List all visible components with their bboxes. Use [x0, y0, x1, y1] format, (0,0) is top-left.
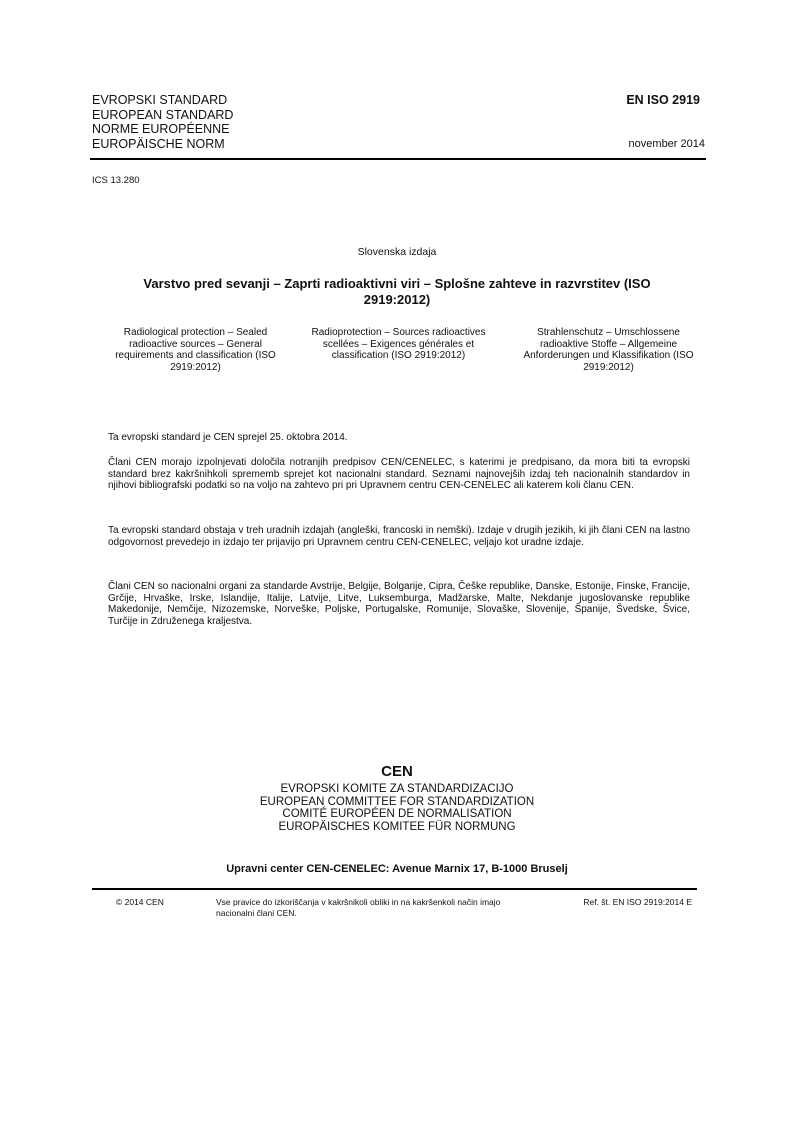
title-english: Radiological protection – Sealed radioactive sources – General requirements and classification (ISO 2919:2012): [115, 327, 276, 373]
standard-type-en: EUROPEAN STANDARD: [92, 107, 234, 122]
edition-label: Slovenska izdaja: [357, 246, 437, 258]
title-french: Radioprotection – Sources radioactives scellées – Exigences générales et classification (ISO 2919:2012): [311, 327, 486, 361]
header-rule: [90, 158, 706, 160]
cen-name-sl: EVROPSKI KOMITE ZA STANDARDIZACIJO: [280, 783, 514, 795]
cen-address: Upravni center CEN-CENELEC: Avenue Marnix 17, B-1000 Bruselj: [226, 863, 568, 875]
title-german: Strahlenschutz – Umschlossene radioaktive Stoffe – Allgemeine Anforderungen und Klassifikation (ISO 2919:2012): [523, 327, 694, 373]
publication-date: november 2014: [628, 138, 705, 150]
ics-code: ICS 13.280: [92, 175, 140, 186]
cen-committee-names: [0, 783, 794, 833]
reference-number: Ref. št. EN ISO 2919:2014 E: [583, 897, 692, 907]
standard-type-block: [92, 93, 233, 151]
official-versions-paragraph: Ta evropski standard obstaja v treh uradnih izdajah (angleški, francoski in nemški). Izdaje v drugih jezikih, ki jih člani CEN na lastno odgovornost prevedejo in izdajo ter prijavijo pri Upravnem centru CEN-CENELEC, veljajo kot uradne izdaje.: [108, 525, 690, 548]
standard-type-fr: NORME EUROPÉENNE: [92, 122, 230, 136]
footer-rule: [92, 888, 697, 890]
document-title: Varstvo pred sevanji – Zaprti radioaktivni viri – Splošne zahteve in razvrstitev (ISO 2919:2012): [143, 276, 651, 307]
standard-type-de: EUROPÄISCHE NORM: [92, 136, 225, 151]
cen-name-de: EUROPÄISCHES KOMITEE FÜR NORMUNG: [278, 820, 516, 833]
standard-type-sl: EVROPSKI STANDARD: [92, 93, 228, 107]
cen-name-en: EUROPEAN COMMITTEE FOR STANDARDIZATION: [259, 795, 535, 808]
copyright: © 2014 CEN: [116, 897, 164, 907]
rights-notice: Vse pravice do izkoriščanja v kakršnikoli obliki in na kakršenkoli način imajo nacionalni člani CEN.: [216, 897, 501, 918]
cen-members-paragraph: Člani CEN so nacionalni organi za standarde Avstrije, Belgije, Bolgarije, Cipra, Češke republike, Danske, Estonije, Finske, Francije, Grčije, Hrvaške, Irske, Islandije, Italije, Latvije, Litve, Luksemburga, Madžarske, Malte, Nekdanje jugoslovanske republike Makedonije, Nemčije, Nizozemske, Norveške, Poljske, Portugalske, Romunije, Slovaške, Slovenije, Španije, Švedske, Švice, Turčije in Združenega kraljestva.: [108, 581, 690, 627]
document-id: EN ISO 2919: [626, 93, 700, 107]
members-obligation-paragraph: Člani CEN morajo izpolnjevati določila notranjih predpisov CEN/CENELEC, s katerimi je predpisano, da mora biti ta evropski standard brez kakršnihkoli sprememb sprejet kot nacionalni standard. Seznami najnovejših izdaj teh nacionalnih standardov in njihovi bibliografski podatki so na voljo na zahtevo pri pri Upravnem centru CEN-CENELEC ali katerem koli članu CEN.: [108, 457, 690, 491]
cen-name-fr: COMITÉ EUROPÉEN DE NORMALISATION: [282, 808, 512, 821]
cen-name: CEN: [381, 763, 413, 780]
adoption-paragraph: Ta evropski standard je CEN sprejel 25. oktobra 2014.: [108, 432, 348, 443]
